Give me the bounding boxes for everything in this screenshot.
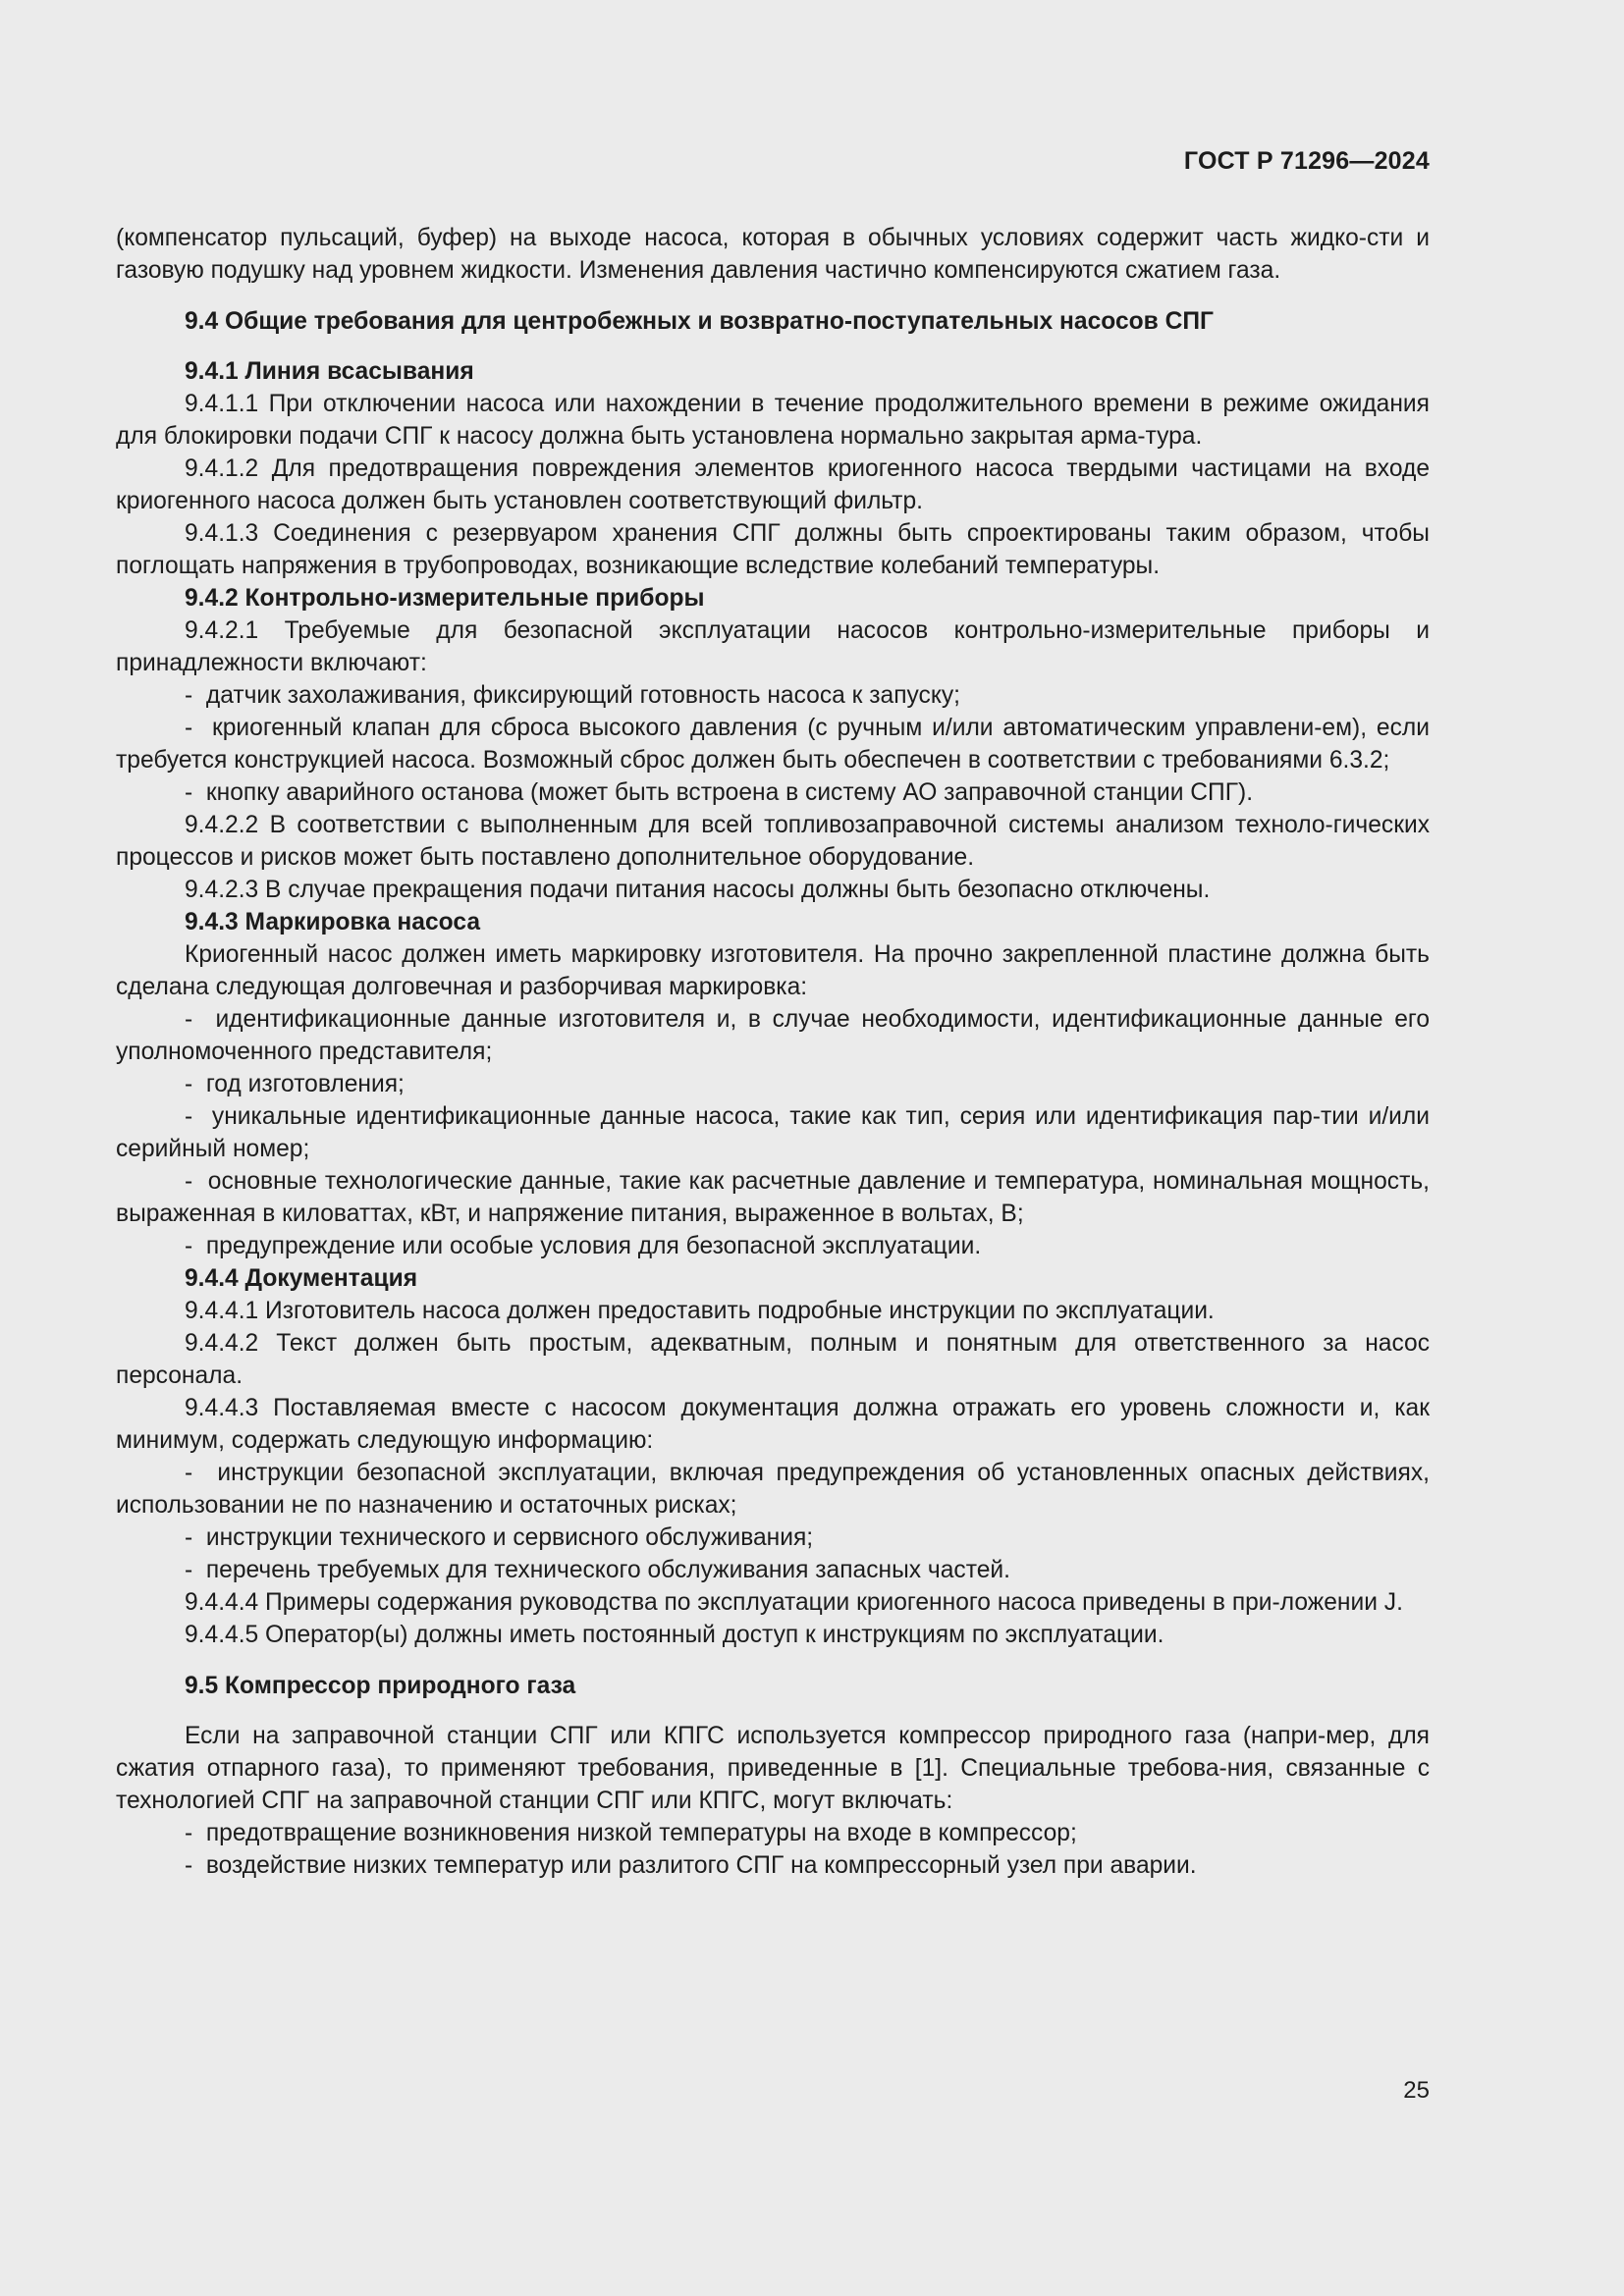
body-paragraph: 9.4.4.2 Текст должен быть простым, адекватным, полным и понятным для ответственного за насос персонала.: [116, 1330, 1430, 1389]
body-paragraph: 9.4.4.3 Поставляемая вместе с насосом документация должна отражать его уровень сложности и, как минимум, содержать следующую информацию:: [116, 1395, 1430, 1454]
list-item: - уникальные идентификационные данные насоса, такие как тип, серия или идентификация пар-тии и/или серийный номер;: [116, 1100, 1430, 1165]
document-header-code: ГОСТ Р 71296—2024: [1183, 147, 1430, 175]
body-paragraph: 9.4.4.1 Изготовитель насоса должен предоставить подробные инструкции по эксплуатации.: [185, 1298, 1215, 1324]
body-paragraph: 9.4.4.5 Оператор(ы) должны иметь постоянный доступ к инструкциям по эксплуатации.: [185, 1622, 1164, 1648]
list-item: - предупреждение или особые условия для безопасной эксплуатации.: [116, 1230, 1430, 1262]
list-item: - идентификационные данные изготовителя и, в случае необходимости, идентификационные данные его уполномоченного представителя;: [116, 1003, 1430, 1068]
body-paragraph: 9.4.1.3 Соединения с резервуаром хранения СПГ должны быть спроектированы таким образом, чтобы поглощать напряжения в трубопроводах, возникающие вследствие колебаний температуры.: [116, 520, 1430, 579]
subsection-heading: 9.4.4 Документация: [185, 1265, 418, 1292]
list-item: - перечень требуемых для технического обслуживания запасных частей.: [116, 1554, 1430, 1586]
list-item: - криогенный клапан для сброса высокого давления (с ручным и/или автоматическим управлени-ем), если требуется конструкцией насоса. Возможный сброс должен быть обеспечен в соответствии с требованиями 6.3.2;: [116, 712, 1430, 776]
subsection-heading: 9.4.3 Маркировка насоса: [185, 909, 480, 935]
subsection-heading: 9.4.2 Контрольно-измерительные приборы: [185, 585, 705, 612]
body-paragraph: 9.4.1.1 При отключении насоса или нахождении в течение продолжительного времени в режиме ожидания для блокировки подачи СПГ к насосу должна быть установлена нормально закрытая арма-тура.: [116, 391, 1430, 450]
list-item: - инструкции технического и сервисного обслуживания;: [116, 1522, 1430, 1554]
subsection-heading: 9.4.1 Линия всасывания: [185, 358, 474, 385]
section-heading: 9.5 Компрессор природного газа: [185, 1673, 576, 1699]
body-paragraph: 9.4.2.1 Требуемые для безопасной эксплуатации насосов контрольно-измерительные приборы и принадлежности включают:: [116, 617, 1430, 676]
body-paragraph: Криогенный насос должен иметь маркировку изготовителя. На прочно закрепленной пластине должна быть сделана следующая долговечная и разборчивая маркировка:: [116, 941, 1430, 1000]
list-item: - воздействие низких температур или разлитого СПГ на компрессорный узел при аварии.: [116, 1849, 1430, 1882]
list-item: - основные технологические данные, такие как расчетные давление и температура, номинальная мощность, выраженная в киловаттах, кВт, и напряжение питания, выраженное в вольтах, В;: [116, 1165, 1430, 1230]
body-paragraph: Если на заправочной станции СПГ или КПГС используется компрессор природного газа (напри-мер, для сжатия отпарного газа), то применяют требования, приведенные в [1]. Специальные требова-ния, связанные с технологией СПГ на заправочной станции СПГ или КПГС, могут включать:: [116, 1723, 1430, 1814]
list-item: - предотвращение возникновения низкой температуры на входе в компрессор;: [116, 1817, 1430, 1849]
document-body: [116, 222, 1430, 1882]
list-item: - год изготовления;: [116, 1068, 1430, 1100]
list-item: - датчик захолаживания, фиксирующий готовность насоса к запуску;: [116, 679, 1430, 712]
body-paragraph: (компенсатор пульсаций, буфер) на выходе насоса, которая в обычных условиях содержит часть жидко-сти и газовую подушку над уровнем жидкости. Изменения давления частично компенсируются сжатием газа.: [116, 225, 1430, 284]
body-paragraph: 9.4.2.3 В случае прекращения подачи питания насосы должны быть безопасно отключены.: [185, 877, 1211, 903]
list-item: - кнопку аварийного останова (может быть встроена в систему АО заправочной станции СПГ).: [116, 776, 1430, 809]
body-paragraph: 9.4.1.2 Для предотвращения повреждения элементов криогенного насоса твердыми частицами на входе криогенного насоса должен быть установлен соответствующий фильтр.: [116, 455, 1430, 514]
section-heading: 9.4 Общие требования для центробежных и возвратно-поступательных насосов СПГ: [185, 308, 1214, 335]
body-paragraph: 9.4.4.4 Примеры содержания руководства по эксплуатации криогенного насоса приведены в при-ложении J.: [185, 1589, 1403, 1616]
page-number: 25: [1403, 2077, 1430, 2104]
list-item: - инструкции безопасной эксплуатации, включая предупреждения об установленных опасных действиях, использовании не по назначению и остаточных рисках;: [116, 1457, 1430, 1522]
body-paragraph: 9.4.2.2 В соответствии с выполненным для всей топливозаправочной системы анализом техноло-гических процессов и рисков может быть поставлено дополнительное оборудование.: [116, 812, 1430, 871]
